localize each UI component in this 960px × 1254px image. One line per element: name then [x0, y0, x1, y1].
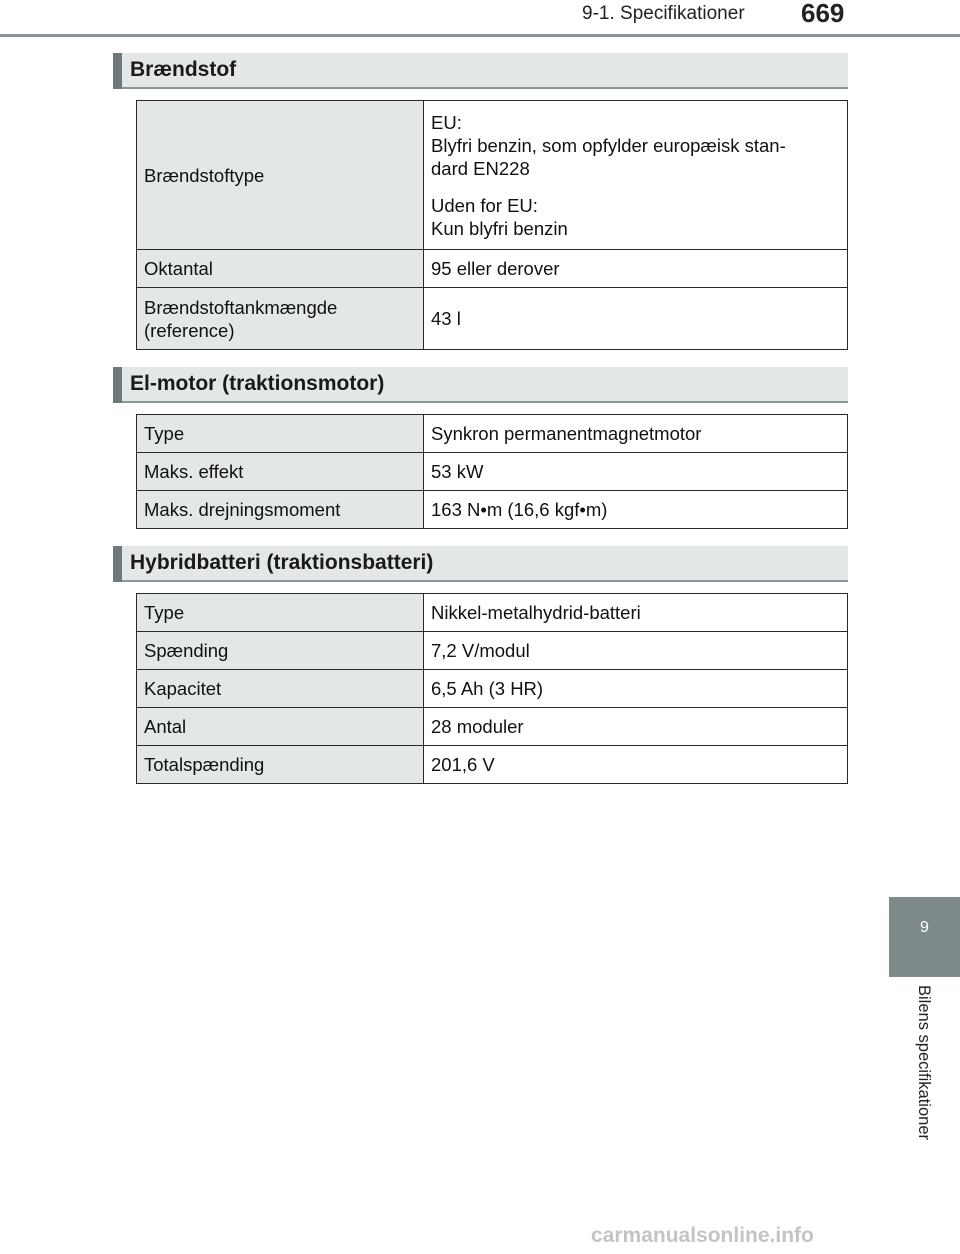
header-rule [0, 34, 960, 37]
table-row [137, 453, 848, 491]
section-heading-hybrid-battery [113, 546, 848, 582]
row-label: Brændstoftankmængde (reference) [137, 288, 424, 350]
heading-bar [113, 546, 122, 582]
row-value: Synkron permanentmagnetmotor [424, 415, 848, 453]
row-value: 201,6 V [424, 746, 848, 784]
table-row [137, 491, 848, 529]
fuel-table [136, 100, 848, 350]
page-header [0, 0, 960, 40]
row-label: Type [137, 415, 424, 453]
row-label: Antal [137, 708, 424, 746]
table-row [137, 746, 848, 784]
section-heading-electric-motor [113, 367, 848, 403]
electric-motor-table [136, 414, 848, 529]
watermark-text: carmanualsonline.info [591, 1224, 814, 1247]
row-value: 7,2 V/modul [424, 632, 848, 670]
value-line: Blyfri benzin, som opfylder europæisk stan- [431, 134, 786, 156]
table-row [137, 708, 848, 746]
chapter-tab [889, 897, 960, 977]
table-row [137, 288, 848, 350]
row-label: Kapacitet [137, 670, 424, 708]
section-heading-fuel [113, 53, 848, 89]
row-value: Nikkel-metalhydrid-batteri [424, 594, 848, 632]
row-label: Totalspænding [137, 746, 424, 784]
row-value: 95 eller derover [424, 250, 848, 288]
row-label: Oktantal [137, 250, 424, 288]
heading-bar [113, 53, 122, 89]
row-label: Maks. effekt [137, 453, 424, 491]
value-line: Kun blyfri benzin [431, 217, 568, 239]
table-row [137, 101, 848, 250]
row-label: Spænding [137, 632, 424, 670]
section-heading-title: Brændstof [130, 58, 237, 81]
section-heading-title: El-motor (traktionsmotor) [130, 372, 385, 395]
row-value: 28 moduler [424, 708, 848, 746]
value-paragraph-eu [431, 111, 840, 180]
section-heading-title: Hybridbatteri (traktionsbatteri) [130, 551, 434, 574]
chapter-title: Bilens specifikationer [915, 985, 933, 1140]
value-line: EU: [431, 111, 462, 133]
heading-bar [113, 367, 122, 403]
section-title: 9-1. Specifikationer [582, 3, 745, 24]
value-line: dard EN228 [431, 157, 530, 179]
chapter-number: 9 [920, 919, 929, 936]
row-value: 43 l [424, 288, 848, 350]
row-value [424, 101, 848, 250]
row-label: Maks. drejningsmoment [137, 491, 424, 529]
page-number: 669 [801, 0, 845, 28]
hybrid-battery-table [136, 593, 848, 784]
value-paragraph-non-eu [431, 194, 840, 240]
table-row [137, 632, 848, 670]
value-line: Uden for EU: [431, 194, 538, 216]
row-value: 6,5 Ah (3 HR) [424, 670, 848, 708]
row-label: Type [137, 594, 424, 632]
table-row [137, 594, 848, 632]
table-row [137, 250, 848, 288]
row-label: Brændstoftype [137, 101, 424, 250]
table-row [137, 415, 848, 453]
row-value: 53 kW [424, 453, 848, 491]
table-row [137, 670, 848, 708]
row-value: 163 N•m (16,6 kgf•m) [424, 491, 848, 529]
